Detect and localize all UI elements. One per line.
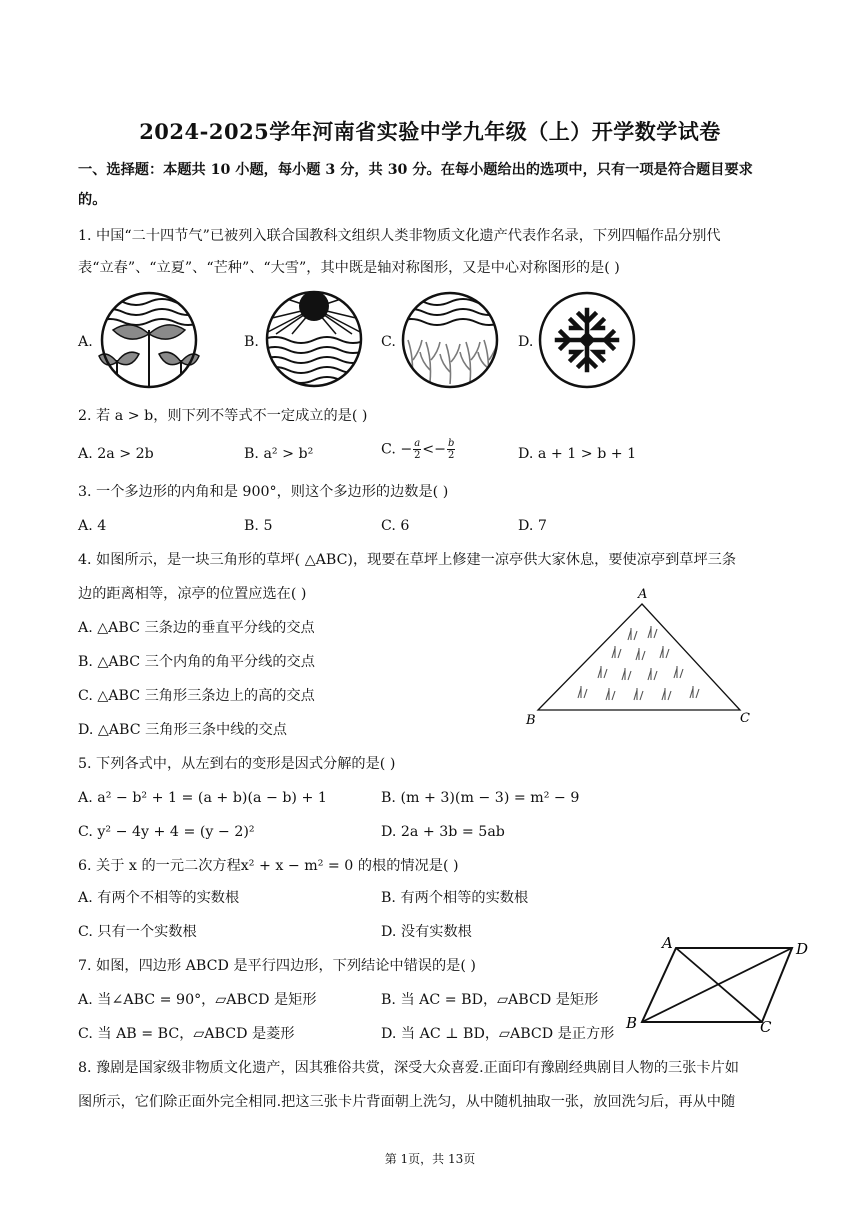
q4-option-d: D. △ABC 三角形三条中线的交点	[78, 722, 287, 738]
daxue-snowflake-image	[535, 290, 639, 390]
q7-option-d: D. 当 AC ⊥ BD，▱ABCD 是正方形	[381, 1026, 615, 1042]
q6-stem: 6. 关于 x 的一元二次方程x² + x − m² = 0 的根的情况是( )	[78, 858, 459, 874]
q3-stem: 3. 一个多边形的内角和是 900°，则这个多边形的边数是( )	[78, 484, 449, 500]
lixia-sun-image	[262, 288, 366, 390]
q4-option-a: A. △ABC 三条边的垂直平分线的交点	[78, 620, 315, 636]
q4-stem-line1: 4. 如图所示，是一块三角形的草坪( △ABC)，现要在草坪上修建一凉亭供大家休息，要使凉亭到草坪三条	[78, 552, 737, 568]
q6-option-b: B. 有两个相等的实数根	[381, 890, 529, 906]
page-footer: 第 1页，共 13页	[384, 1152, 476, 1166]
lawn-triangle-figure	[520, 582, 760, 728]
q1-option-c-label: C.	[381, 334, 396, 350]
q2-option-a: A. 2a > 2b	[78, 446, 154, 462]
q4-option-b: B. △ABC 三个内角的角平分线的交点	[78, 654, 315, 670]
q3-option-a: A. 4	[78, 518, 107, 534]
lichun-sprout-image	[97, 290, 201, 390]
vertex-label-a: A	[662, 934, 673, 952]
q1-stem-line2: 表“立春”、“立夏”、“芒种”、“大雪”，其中既是轴对称图形，又是中心对称图形的是( )	[78, 260, 620, 276]
q4-option-c: C. △ABC 三角形三条边上的高的交点	[78, 688, 315, 704]
q7-stem: 7. 如图，四边形 ABCD 是平行四边形，下列结论中错误的是( )	[78, 958, 476, 974]
q2-option-c: C. − $\frac{a}{2}$ <− $\frac{b}{2}$	[381, 438, 455, 461]
vertex-label-c: C	[760, 1018, 772, 1036]
q6-option-d: D. 没有实数根	[381, 924, 472, 940]
q1-stem-line1: 1. 中国“二十四节气”已被列入联合国教科文组织人类非物质文化遗产代表作名录，下列四幅作品分别代	[78, 228, 721, 244]
q4-stem-line2: 边的距离相等，凉亭的位置应选在( )	[78, 586, 307, 602]
q1-option-b-label: B.	[244, 334, 259, 350]
q6-option-c: C. 只有一个实数根	[78, 924, 197, 940]
q5-stem: 5. 下列各式中，从左到右的变形是因式分解的是( )	[78, 756, 396, 772]
vertex-label-d: D	[796, 940, 809, 958]
q5-option-a: A. a² − b² + 1 = (a + b)(a − b) + 1	[78, 790, 327, 806]
q1-option-d-label: D.	[518, 334, 534, 350]
q7-option-b: B. 当 AC = BD，▱ABCD 是矩形	[381, 992, 599, 1008]
section-heading-line2: 的。	[78, 192, 107, 208]
q1-option-a-label: A.	[78, 334, 93, 350]
q7-option-c: C. 当 AB = BC，▱ABCD 是菱形	[78, 1026, 295, 1042]
page-title: 2024-2025学年河南省实验中学九年级（上）开学数学试卷	[139, 119, 721, 144]
vertex-label-b: B	[626, 1014, 638, 1032]
q5-option-b: B. (m + 3)(m − 3) = m² − 9	[381, 790, 580, 806]
q3-option-d: D. 7	[518, 518, 547, 534]
q3-option-b: B. 5	[244, 518, 273, 534]
vertex-label-c: C	[740, 711, 750, 726]
mangzhong-grain-image	[398, 290, 502, 390]
q3-option-c: C. 6	[381, 518, 410, 534]
q2-option-d: D. a + 1 > b + 1	[518, 446, 637, 462]
q5-option-d: D. 2a + 3b = 5ab	[381, 824, 505, 840]
q5-option-c: C. y² − 4y + 4 = (y − 2)²	[78, 824, 255, 840]
section-heading-line1: 一、选择题：本题共 10 小题，每小题 3 分，共 30 分。在每小题给出的选项中，只有一项是符合题目要求	[78, 162, 753, 178]
q6-option-a: A. 有两个不相等的实数根	[78, 890, 240, 906]
vertex-label-b: B	[526, 713, 536, 728]
q2-option-b: B. a² > b²	[244, 446, 314, 462]
q7-option-a: A. 当∠ABC = 90°，▱ABCD 是矩形	[78, 992, 317, 1008]
q8-stem-line1: 8. 豫剧是国家级非物质文化遗产，因其雅俗共赏，深受大众喜爱.正面印有豫剧经典剧目人物的三张卡片如	[78, 1060, 739, 1076]
q2-stem: 2. 若 a > b，则下列不等式不一定成立的是( )	[78, 408, 368, 424]
vertex-label-a: A	[638, 587, 648, 602]
q8-stem-line2: 图所示，它们除正面外完全相同.把这三张卡片背面朝上洗匀，从中随机抽取一张，放回洗匀后，再从中随	[78, 1094, 736, 1110]
parallelogram-figure	[622, 930, 816, 1034]
